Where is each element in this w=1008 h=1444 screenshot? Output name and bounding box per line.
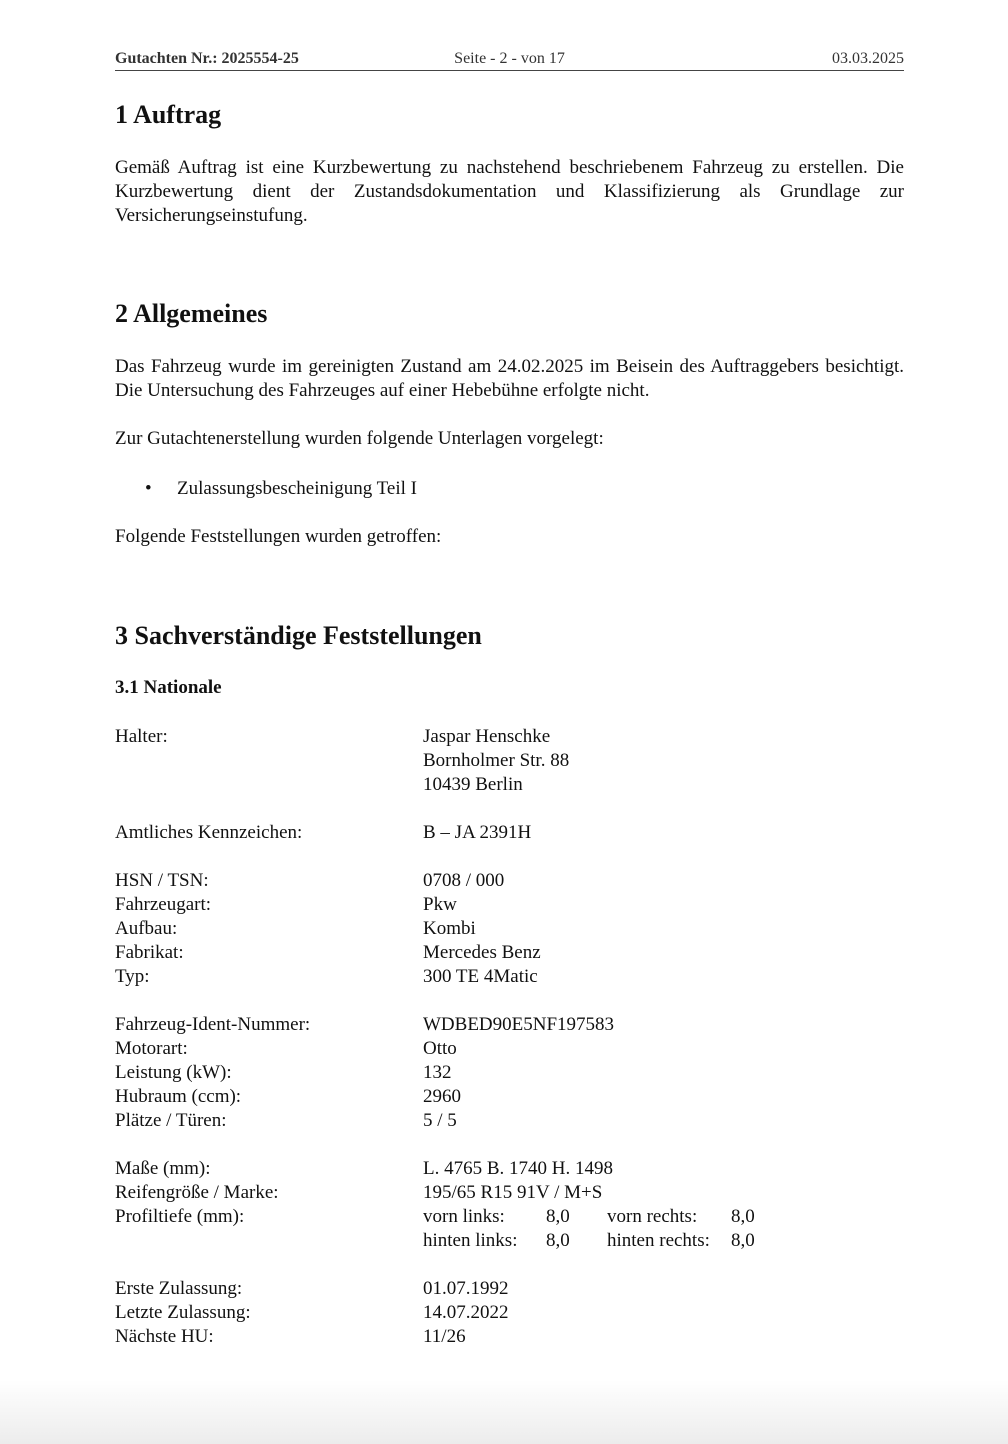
field-label: Hubraum (ccm):: [115, 1086, 242, 1107]
field-label: Reifengröße / Marke:: [115, 1182, 279, 1203]
section-1-title: 1 Auftrag: [115, 100, 222, 129]
field-value: 0708 / 000: [423, 870, 505, 891]
profil-vr-value: 8,0: [731, 1206, 755, 1227]
field-value: WDBED90E5NF197583: [423, 1014, 615, 1035]
field-label: Amtliches Kennzeichen:: [115, 822, 303, 843]
profil-vl-value: 8,0: [546, 1206, 570, 1227]
list-item: [145, 477, 417, 501]
field-label: Halter:: [115, 726, 168, 747]
profil-hr-value: 8,0: [731, 1230, 755, 1251]
page-header: [115, 50, 904, 71]
field-label: Profiltiefe (mm):: [115, 1206, 245, 1227]
field-label: Aufbau:: [115, 918, 178, 939]
field-value: 195/65 R15 91V / M+S: [423, 1182, 603, 1203]
profil-hl-label: hinten links:: [423, 1230, 518, 1251]
section-2-title: 2 Allgemeines: [115, 299, 268, 328]
field-label: Maße (mm):: [115, 1158, 211, 1179]
field-row-profiltiefe-hinten: [115, 1229, 815, 1253]
field-value: 5 / 5: [423, 1110, 457, 1131]
field-label: Nächste HU:: [115, 1326, 214, 1347]
field-label: Fabrikat:: [115, 942, 184, 963]
field-value: Mercedes Benz: [423, 942, 541, 963]
field-value: 2960: [423, 1086, 461, 1107]
page-bottom-shadow: [0, 1380, 1008, 1444]
profil-vr-label: vorn rechts:: [607, 1206, 698, 1227]
field-value: Jaspar Henschke: [423, 726, 551, 747]
profil-vl-label: vorn links:: [423, 1206, 505, 1227]
field-value: 132: [423, 1062, 452, 1083]
field-value: 01.07.1992: [423, 1278, 509, 1299]
field-value: 10439 Berlin: [423, 774, 523, 795]
field-label: Plätze / Türen:: [115, 1110, 227, 1131]
field-label: Erste Zulassung:: [115, 1278, 243, 1299]
field-value: Kombi: [423, 918, 476, 939]
report-date: 03.03.2025: [832, 50, 904, 67]
field-value: Bornholmer Str. 88: [423, 750, 570, 771]
list-item-label: Zulassungsbescheinigung Teil I: [177, 478, 418, 499]
field-label: Motorart:: [115, 1038, 188, 1059]
profil-hl-value: 8,0: [546, 1230, 570, 1251]
section-3-title: 3 Sachverständige Feststellungen: [115, 621, 482, 650]
field-label: Typ:: [115, 966, 150, 987]
profil-hr-label: hinten rechts:: [607, 1230, 710, 1251]
field-label: Fahrzeug-Ident-Nummer:: [115, 1014, 311, 1035]
section-2-text-1: Das Fahrzeug wurde im gereinigten Zustand am 24.02.2025 im Beisein des Auftraggebers besichtigt. Die Untersuchung des Fahrzeuges auf einer Hebebühne erfolgte nicht.: [115, 356, 904, 401]
section-2-text-2: Zur Gutachtenerstellung wurden folgende Unterlagen vorgelegt:: [115, 428, 604, 449]
bullet-icon: •: [145, 478, 152, 499]
field-value: 11/26: [423, 1326, 466, 1347]
field-value: 300 TE 4Matic: [423, 966, 538, 987]
section-2-text-3: Folgende Feststellungen wurden getroffen:: [115, 526, 442, 547]
report-number: Gutachten Nr.: 2025554-25: [115, 50, 299, 67]
field-label: HSN / TSN:: [115, 870, 209, 891]
field-value: 14.07.2022: [423, 1302, 509, 1323]
section-1-text: Gemäß Auftrag ist eine Kurzbewertung zu nachstehend beschriebenem Fahrzeug zu erstellen. Die Kurzbewertung dient der Zustandsdokumentation und Klassifizierung als Grundlage zur Versicherungseinstufung.: [115, 157, 904, 226]
field-value: B – JA 2391H: [423, 822, 532, 843]
field-value: Pkw: [423, 894, 457, 915]
page-number: Seite - 2 - von 17: [454, 50, 565, 67]
field-row-profiltiefe: [115, 1205, 815, 1229]
field-label: Letzte Zulassung:: [115, 1302, 251, 1323]
field-value: Otto: [423, 1038, 457, 1059]
field-value: L. 4765 B. 1740 H. 1498: [423, 1158, 613, 1179]
field-label: Leistung (kW):: [115, 1062, 232, 1083]
section-3-1-title: 3.1 Nationale: [115, 677, 222, 698]
field-label: Fahrzeugart:: [115, 894, 212, 915]
